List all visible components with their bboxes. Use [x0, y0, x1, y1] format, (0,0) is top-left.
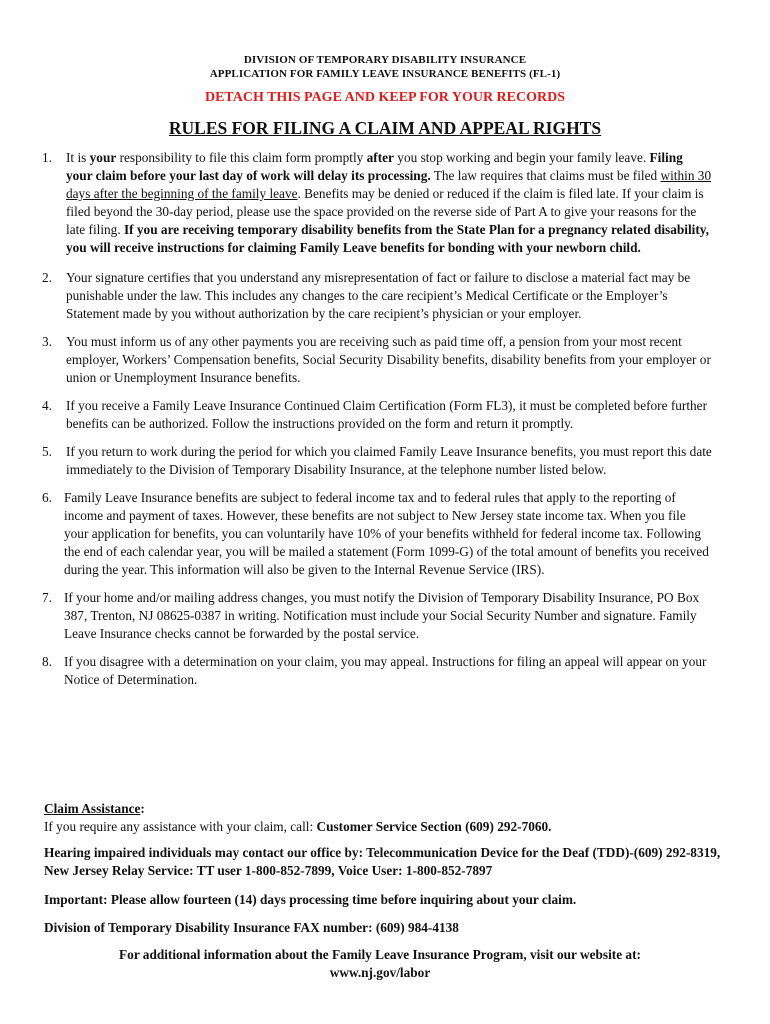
rule-text: . Benefits may be denied or reduced if the claim is filed late. If your claim is filed beyond the 30-day period, please use the space provided on the reverse side of Part A to give your reasons for the late filing. [66, 186, 704, 237]
customer-service-phone: Customer Service Section (609) 292-7060. [316, 819, 552, 834]
rule-item-5 [42, 443, 712, 479]
rule-item-3 [42, 333, 712, 387]
important-notice: Important: Please allow fourteen (14) days processing time before inquiring about your claim. [44, 892, 577, 907]
rule-text: Your signature certifies that you understand any misrepresentation of fact or failure to disclose a material fact may be punishable under the law. This includes any changes to the care recipient’s Medical Certificate or the Employer’s Statement made by you without authorization by the care recipient’s physician or your employer. [66, 270, 691, 321]
rule-text: The law requires that claims must be filed [430, 168, 661, 183]
website-text: For additional information about the Family Leave Insurance Program, visit our website at: [119, 947, 641, 962]
rule-item-6 [42, 489, 712, 579]
rules-list [42, 149, 712, 699]
rule-item-4 [42, 397, 712, 433]
claim-assistance-section [44, 800, 724, 836]
rule-item-2 [42, 269, 712, 323]
rule-number: 7. [42, 590, 52, 605]
rule-number: 2. [42, 270, 52, 285]
rule-text: If you return to work during the period for which you claimed Family Leave Insurance benefits, you must report this date immediately to the Division of Temporary Disability Insurance, at the telephone number listed below. [66, 444, 712, 477]
rule-text: you stop working and begin your family leave. [393, 150, 650, 165]
rule-number: 4. [42, 398, 52, 413]
rule-number: 5. [42, 444, 52, 459]
rule-number: 1. [42, 150, 52, 165]
claim-assistance-heading: Claim Assistance [44, 801, 141, 816]
rule-number: 8. [42, 654, 52, 669]
rule-text: You must inform us of any other payments you are receiving such as paid time off, a pension from your most recent employer, Workers’ Compensation benefits, Social Security Disability benefits, disability benefits from your employer or union or Unemployment Insurance benefits. [66, 334, 711, 385]
rule-item-8 [42, 653, 712, 689]
rule-number: 3. [42, 334, 52, 349]
rule-text: If your home and/or mailing address changes, you must notify the Division of Temporary Disability Insurance, PO Box 387, Trenton, NJ 08625-0387 in writing. Notification must include your Social Security Number and signature. Family Leave Insurance checks cannot be forwarded by the postal service. [64, 590, 700, 641]
rule-emphasis: after [366, 150, 394, 165]
division-heading: DIVISION OF TEMPORARY DISABILITY INSURANCE [243, 54, 527, 66]
rule-text: It is [66, 150, 90, 165]
rule-text: responsibility to file this claim form promptly [116, 150, 367, 165]
rule-text: If you receive a Family Leave Insurance Continued Claim Certification (Form FL3), it must be completed before further benefits can be authorized. Follow the instructions provided on the form and return it promptly. [66, 398, 708, 431]
website-url: www.nj.gov/labor [329, 965, 431, 980]
rule-item-7 [42, 589, 712, 643]
assistance-text: If you require any assistance with your claim, call: [44, 819, 317, 834]
page-title: RULES FOR FILING A CLAIM AND APPEAL RIGHTS [168, 118, 602, 138]
rule-item-1 [42, 149, 712, 257]
website-info [40, 946, 720, 982]
rule-emphasis: Filing your claim before your last day of work will delay its processing. [66, 150, 683, 183]
rule-text: If you disagree with a determination on your claim, you may appeal. Instructions for filing an appeal will appear on your Notice of Determination. [64, 654, 707, 687]
rule-emphasis: If you are receiving temporary disability benefits from the State Plan for a pregnancy related disability, you will receive instructions for claiming Family Leave benefits for bonding with your newborn child. [66, 222, 710, 255]
rule-underline: within 30 days after the beginning of the family leave [66, 168, 712, 201]
rule-number: 6. [42, 490, 52, 505]
detach-notice: DETACH THIS PAGE AND KEEP FOR YOUR RECORDS [204, 90, 566, 105]
rule-emphasis: your [89, 150, 117, 165]
fax-number: Division of Temporary Disability Insurance FAX number: (609) 984-4138 [44, 920, 459, 935]
heading-colon: : [140, 801, 145, 816]
application-heading: APPLICATION FOR FAMILY LEAVE INSURANCE BENEFITS (FL-1) [209, 68, 561, 80]
hearing-impaired-notice: Hearing impaired individuals may contact our office by: Telecommunication Device for the Deaf (TDD)-(609) 292-8319, New Jersey Relay Service: TT user 1-800-852-7899, Voice User: 1-800-852-7897 [44, 845, 721, 878]
rule-text: Family Leave Insurance benefits are subject to federal income tax and to federal rules that apply to the reporting of income and payment of taxes. However, these benefits are not subject to New Jersey state income tax. When you file your application for benefits, you can voluntarily have 10% of your benefits withheld for federal income tax. Following the end of each calendar year, you will be mailed a statement (Form 1099-G) of the total amount of benefits you received during the year. This information will also be given to the Internal Revenue Service (IRS). [64, 490, 709, 577]
